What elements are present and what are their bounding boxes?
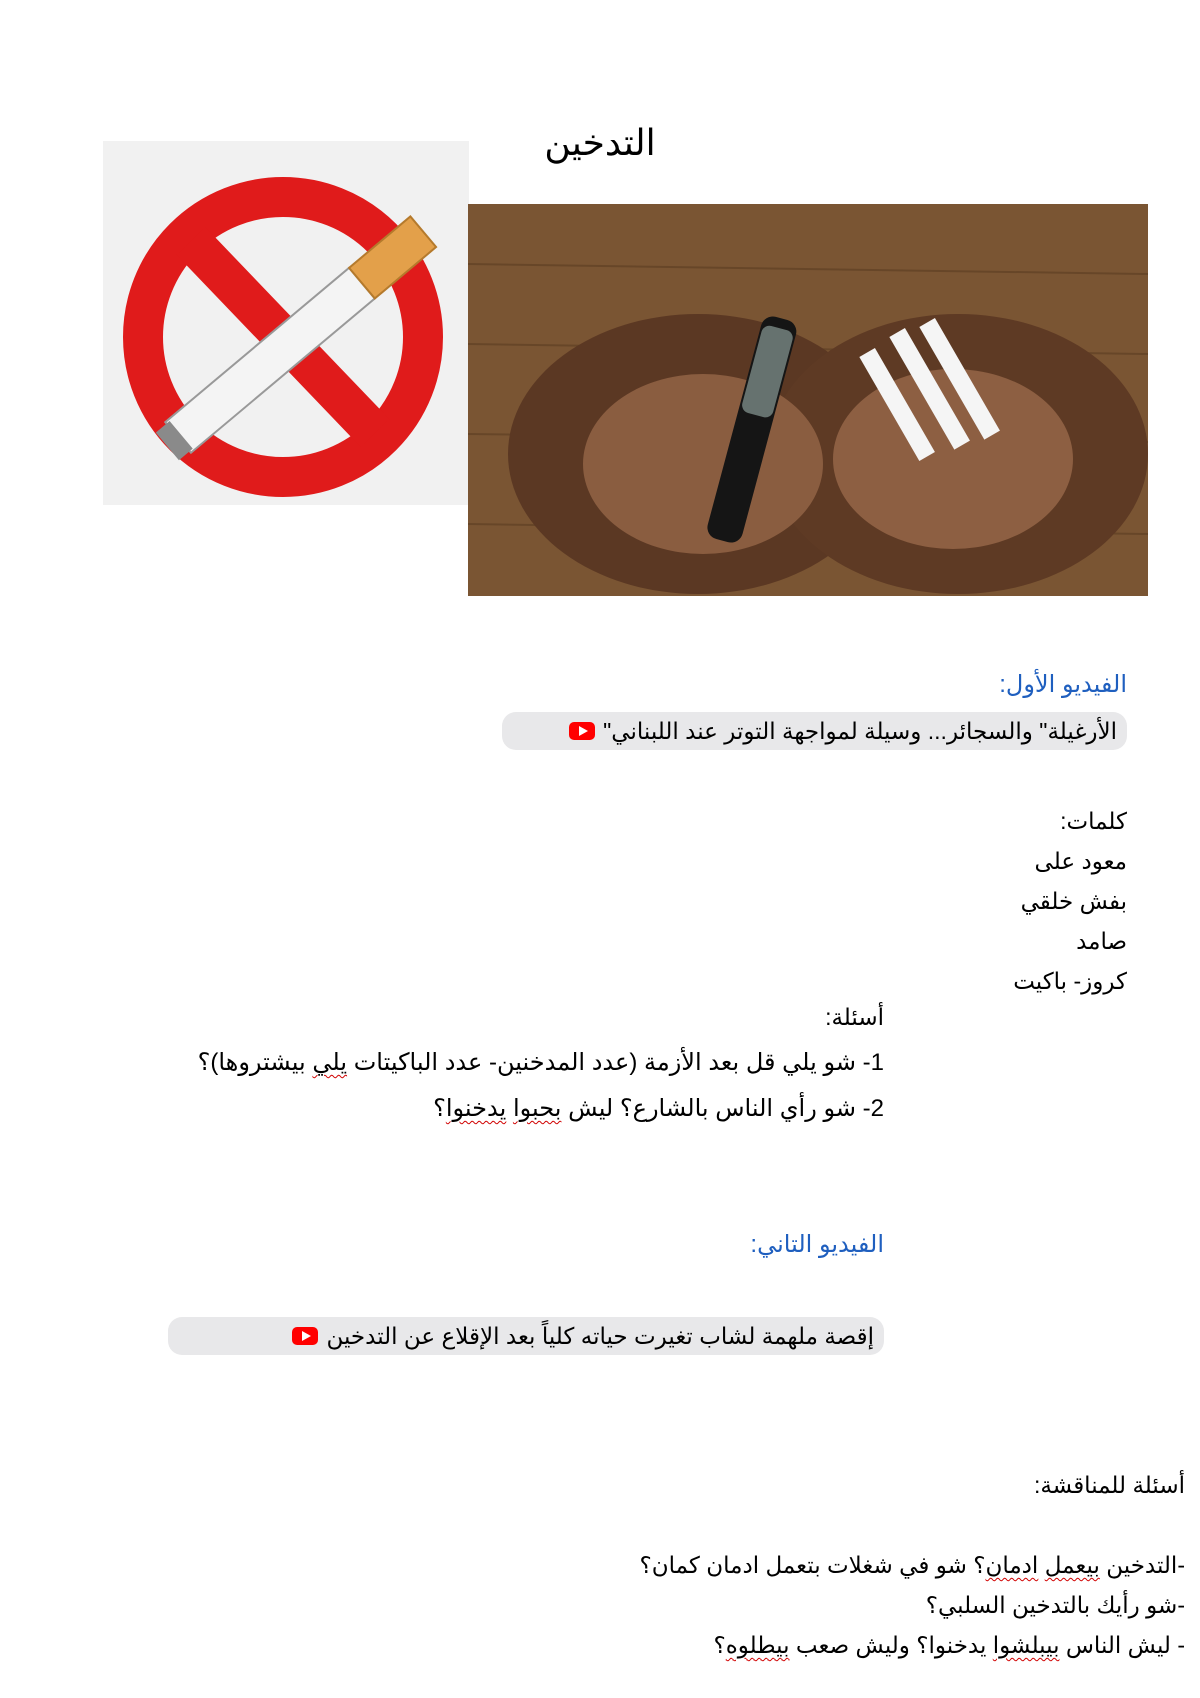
keywords-block [827, 801, 1127, 1001]
video1-heading: الفيديو الأول: [999, 671, 1127, 698]
keyword-item: كروز- باكيت [1013, 968, 1127, 994]
video2-heading: الفيديو التاني: [750, 1231, 884, 1258]
youtube-icon[interactable] [569, 722, 595, 740]
page-title: التدخين [544, 122, 656, 163]
spellcheck-word: يدخنوا [445, 1095, 507, 1122]
question-1: 1- شو يلي قل بعد الأزمة (عدد المدخنين- عدد الباكيتات يلي بيشتروها)؟ [197, 1049, 884, 1076]
questions-list [24, 1040, 884, 1132]
hands-illustration [468, 204, 1148, 596]
spellcheck-word: بحبوا [512, 1095, 562, 1122]
discussion-3: - ليش الناس بيبلشوا يدخنوا؟ وليش صعب بيطلوه؟ [713, 1632, 1185, 1658]
questions-label: أسئلة: [825, 1004, 884, 1030]
discussion-1: -التدخين بيعمل ادمان؟ شو في شغلات بتعمل ادمان كمان؟ [639, 1552, 1185, 1578]
keyword-item: بفش خلقي [1020, 888, 1127, 914]
youtube-icon[interactable] [292, 1327, 318, 1345]
keyword-item: معود على [1034, 848, 1127, 874]
no-smoking-image [103, 141, 469, 505]
video1-link[interactable] [502, 712, 1127, 750]
keyword-item: صامد [1076, 928, 1127, 954]
discussion-label: أسئلة للمناقشة: [1033, 1472, 1185, 1498]
hands-photo [468, 204, 1148, 596]
video2-link[interactable] [168, 1317, 884, 1355]
spellcheck-word: بيبلشوا [992, 1632, 1060, 1658]
keywords-label: كلمات: [1060, 808, 1127, 834]
discussion-2: -شو رأيك بالتدخين السلبي؟ [925, 1592, 1185, 1618]
discussion-list [385, 1545, 1185, 1665]
spellcheck-word: ادمان [985, 1552, 1039, 1578]
question-2: 2- شو رأي الناس بالشارع؟ ليش بحبوا يدخنوا؟ [433, 1095, 884, 1122]
spellcheck-word: بيطلوه [725, 1632, 790, 1658]
no-smoking-icon [103, 141, 469, 505]
spellcheck-word: بيعمل [1044, 1552, 1100, 1578]
video1-link-text[interactable]: الأرغيلة" والسجائر... وسيلة لمواجهة التوتر عند اللبناني" [603, 717, 1117, 744]
video2-link-text[interactable]: إقصة ملهمة لشاب تغيرت حياته كلياً بعد الإقلاع عن التدخين [326, 1322, 874, 1349]
spellcheck-word: يلي [312, 1049, 348, 1076]
